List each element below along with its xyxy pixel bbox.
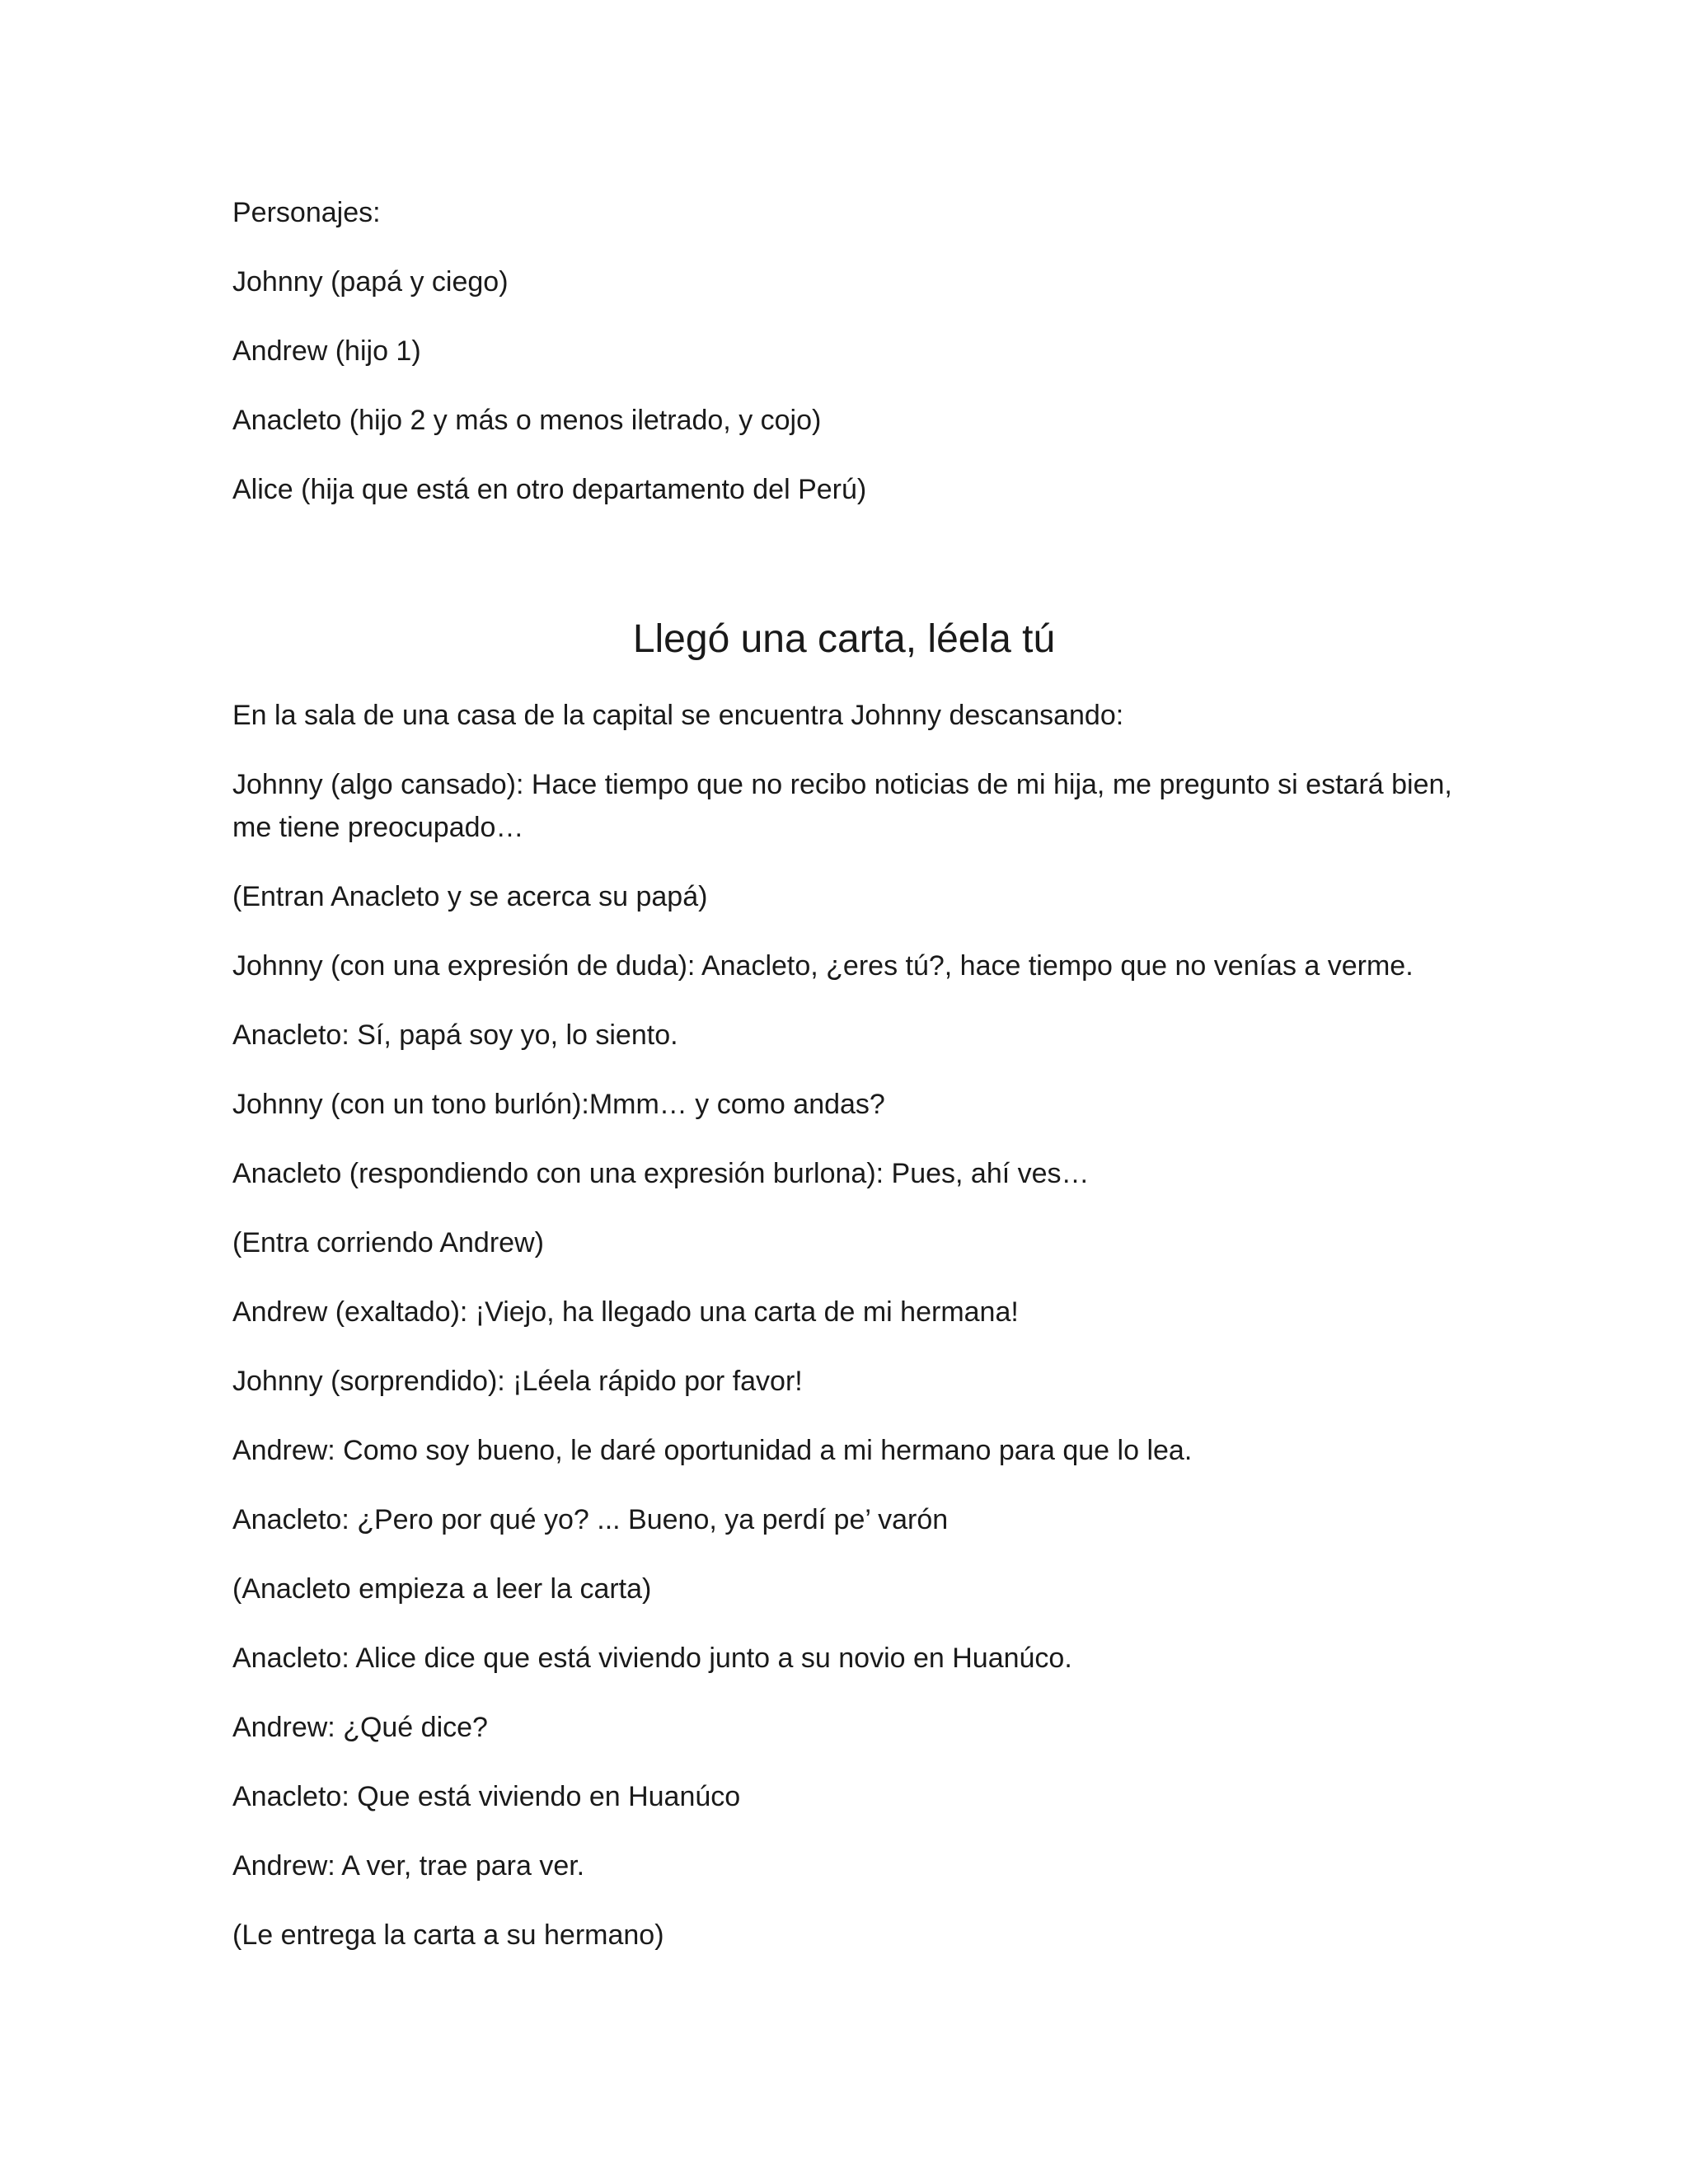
stage-direction: (Le entrega la carta a su hermano) [232,1919,664,1951]
stage-direction: (Entran Anacleto y se acerca su papá) [232,881,708,912]
dialogue-line: Andrew: A ver, trae para ver. [232,1850,585,1882]
character-item: Anacleto (hijo 2 y más o menos iletrado, y cojo) [232,405,822,436]
dialogue-line: Anacleto: Que está viviendo en Huanúco [232,1781,741,1812]
dialogue-line: Johnny (con una expresión de duda): Anacleto, ¿eres tú?, hace tiempo que no venías a verme. [232,950,1414,982]
dialogue-line: Andrew: Como soy bueno, le daré oportunidad a mi hermano para que lo lea. [232,1435,1193,1466]
characters-heading: Personajes: [232,197,381,228]
dialogue-line: Johnny (con un tono burlón):Mmm… y como andas? [232,1089,885,1120]
dialogue-line: Andrew (exaltado): ¡Viejo, ha llegado una carta de mi hermana! [232,1296,1019,1328]
character-item: Alice (hija que está en otro departamento del Perú) [232,474,867,505]
dialogue-line: Anacleto: Alice dice que está viviendo junto a su novio en Huanúco. [232,1643,1072,1674]
stage-direction: (Entra corriendo Andrew) [232,1227,544,1258]
character-item: Johnny (papá y ciego) [232,266,509,298]
dialogue-line-continued: me tiene preocupado… [232,812,524,843]
dialogue-line: Anacleto: Sí, papá soy yo, lo siento. [232,1019,678,1051]
dialogue-line: Anacleto (respondiendo con una expresión burlona): Pues, ahí ves… [232,1158,1090,1189]
dialogue-line: Andrew: ¿Qué dice? [232,1712,488,1743]
stage-direction: En la sala de una casa de la capital se encuentra Johnny descansando: [232,700,1124,731]
character-item: Andrew (hijo 1) [232,335,421,367]
dialogue-line: Johnny (sorprendido): ¡Léela rápido por favor! [232,1366,803,1397]
dialogue-line: Anacleto: ¿Pero por qué yo? ... Bueno, ya perdí pe’ varón [232,1504,949,1535]
stage-direction: (Anacleto empieza a leer la carta) [232,1573,652,1605]
scene-title: Llegó una carta, léela tú [632,617,1056,661]
dialogue-line: Johnny (algo cansado): Hace tiempo que no recibo noticias de mi hija, me pregunto si estará bien, [232,769,1452,800]
